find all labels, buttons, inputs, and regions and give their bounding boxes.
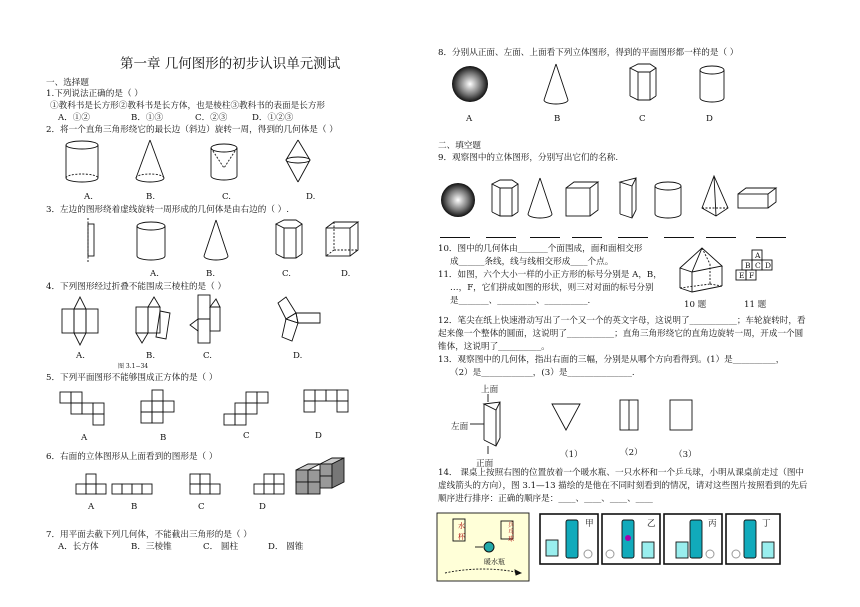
question-11-line1: 11．如图，六个大小一样的小正方形的标号分别是 A，B， [438, 270, 662, 280]
q13-top-label: 上面 [481, 385, 499, 395]
q3-label-b: B. [206, 269, 216, 279]
q3-label-a: A. [150, 269, 159, 279]
q4-label-c: C. [203, 351, 213, 361]
cube-net-d-figure [304, 390, 348, 412]
q13-view-label-1: （1） [560, 450, 583, 460]
q1-option-a: A．①② [58, 113, 90, 123]
q5-label-b: B [160, 433, 167, 443]
prism-net-a-figure [62, 297, 98, 345]
hexagonal-prism-figure [492, 180, 518, 216]
view-label-bing: 丙 [708, 519, 717, 529]
cone-figure [204, 220, 228, 260]
q6-label-b: B [131, 502, 138, 512]
net-letter-b: B [745, 261, 751, 270]
rectangular-box-figure [738, 188, 776, 208]
question-13-line2: （2）是____________，(3）是_______________. [450, 368, 635, 378]
q3-figures [84, 218, 364, 266]
q6-label-d: D [259, 502, 266, 512]
question-1-statements: ①教科书是长方形②教科书是长方体，也是棱柱③教科书的表面是长方形 [50, 101, 326, 111]
net-letter-a: A [755, 251, 761, 260]
question-11-line3: 是_______、_________、__________. [450, 296, 591, 306]
sphere-figure [441, 183, 475, 217]
page-title: 第一章 几何图形的初步认识单元测试 [120, 56, 341, 72]
q13-front-label: 正面 [476, 459, 494, 469]
question-9: 9．观察图中的立体图形，分别写出它们的名称. [438, 153, 619, 163]
cube-net-a-figure [60, 392, 104, 425]
rectangle-with-axis-figure [88, 218, 94, 262]
q3-label-d: D. [341, 269, 351, 279]
q8-label-a: A [466, 114, 473, 124]
top-view-b-figure [112, 484, 152, 494]
question-10-line1: 10．图中的几何体由_______个面围成，面和面相交形 [438, 244, 643, 254]
cylinder-figure [700, 66, 724, 102]
q14-views [540, 514, 780, 566]
view-ding [726, 514, 780, 564]
q1-option-c: C．②③ [195, 113, 228, 123]
desk-label-ball-3: 球 [508, 536, 515, 543]
cylinder-with-cone-figure [211, 144, 237, 180]
pyramid-figure [702, 176, 728, 216]
view-label-jia: 甲 [585, 519, 594, 529]
desk-label-ball-2: 乓 [508, 529, 515, 536]
stacked-cubes-figure [296, 458, 344, 494]
q10-figure-label: 10 题 [684, 300, 707, 310]
answer-blank[interactable] [618, 236, 648, 238]
desk-label-ball-1: 乒 [508, 522, 515, 529]
q8-figures [440, 62, 740, 110]
answer-blank[interactable] [756, 236, 786, 238]
q2-label-a: A. [84, 192, 93, 202]
q7-option-a: A．长方体 [58, 542, 99, 552]
q13-view-label-3: （3） [674, 450, 697, 460]
section-heading-fill: 二、填空题 [438, 141, 481, 151]
q6-label-a: A [88, 502, 95, 512]
question-12-line3: 锥体，这说明了__________。 [438, 342, 550, 352]
question-10-line2: 成______条线，线与线相交形成____个点。 [450, 257, 614, 267]
question-7: 7．用平面去截下列几何体，不能截出三角形的是（ ） [46, 530, 252, 540]
desk-diagram [437, 513, 531, 583]
cone-figure [544, 64, 568, 104]
answer-blank[interactable] [486, 236, 516, 238]
q8-label-c: C [639, 114, 646, 124]
desk-label-thermos: 暖水瓶 [484, 558, 505, 566]
cylinder-figure [137, 222, 165, 260]
q11-figure-label: 11 题 [744, 300, 767, 310]
question-3: 3．左边的图形绕着虚线旋转一周形成的几何体是由右边的（ ）. [46, 205, 289, 215]
q7-option-b: B．三棱锥 [131, 542, 172, 552]
double-cone-figure [286, 140, 310, 182]
question-2: 2．将一个直角三角形绕它的最长边（斜边）旋转一周，得到的几何体是（ ） [46, 125, 338, 135]
section-heading-choice: 一、选择题 [46, 78, 89, 88]
cube-figure [566, 182, 598, 216]
view-label-ding: 丁 [762, 519, 771, 529]
q5-label-a: A [81, 433, 88, 443]
desk-label-cup-2: 杯 [458, 533, 465, 541]
q4-label-a: A. [76, 351, 85, 361]
q8-label-d: D [706, 114, 713, 124]
prism-net-c-figure [190, 295, 220, 343]
cone-figure [136, 140, 164, 182]
q8-label-b: B [554, 114, 561, 124]
q2-figures [60, 138, 320, 190]
q7-option-d: D． 圆锥 [268, 542, 304, 552]
question-13-line1: 13．观察图中的几何体，指出右面的三幅，分别是从哪个方向看得到。(1）是__________， [438, 355, 785, 365]
top-view-d-figure [254, 474, 284, 494]
view-1-triangle-figure [552, 404, 580, 430]
triangular-prism-figure [620, 178, 636, 218]
top-view-a-figure [76, 474, 106, 494]
q5-figures [60, 388, 360, 432]
question-14-line2: 虚线箭头的方向），图 3.1—13 描绘的是他在不同时刻看到的情况，请对这些图片按照看到的先后 [438, 481, 808, 491]
hexagonal-prism-figure [276, 220, 302, 258]
question-8: 8．分别从正面、左面、上面看下列立体图形，得到的平面图形都一样的是（ ） [438, 48, 739, 58]
q4-label-d: D. [293, 351, 303, 361]
view-label-yi: 乙 [647, 519, 656, 529]
q1-option-d: D．①②③ [252, 113, 294, 123]
net-letter-d: D [765, 261, 772, 270]
q13-view-label-2: （2） [620, 448, 643, 458]
prism-net-d-figure [278, 297, 320, 341]
answer-blank[interactable] [530, 236, 560, 238]
q4-figures [60, 293, 330, 349]
answer-blank[interactable] [664, 236, 694, 238]
q6-label-c: C [198, 502, 205, 512]
cylinder-figure [66, 141, 98, 182]
answer-blank[interactable] [572, 236, 602, 238]
cone-figure [528, 178, 552, 218]
top-view-c-figure [190, 474, 220, 494]
net-letter-f: F [749, 271, 755, 280]
q5-label-c: C [243, 431, 250, 441]
question-12-line2: 起来像一个整体的圆面，这说明了___________；直角三角形绕它的直角边旋转一周，开成一个圆 [438, 329, 804, 339]
question-12-line1: 12．笔尖在纸上快速滑动写出了一个又一个的英文字母，这说明了___________；车轮旋转时，看 [438, 316, 806, 326]
q6-figures [76, 456, 356, 506]
answer-blank[interactable] [440, 236, 470, 238]
q10-house-figure [672, 244, 732, 296]
view-2-split-rectangle-figure [620, 400, 638, 430]
hexagonal-prism-figure [630, 64, 656, 100]
q13-left-label: 左面 [451, 422, 469, 432]
question-11-line2: …，F，它们拼成如图的形状，则三对对面的标号分别 [450, 283, 654, 293]
cube-net-c-figure [224, 392, 268, 425]
q9-figures [436, 174, 806, 224]
question-1: 1.下列说法正确的是（ ） [46, 89, 143, 99]
q7-option-c: C． 圆柱 [203, 542, 239, 552]
triangular-prism-figure [470, 394, 500, 454]
prism-net-b-figure [136, 297, 170, 343]
q4-label-b: B. [146, 351, 156, 361]
sphere-figure [452, 66, 488, 102]
cube-figure [326, 222, 358, 256]
q4-figure-caption: 图 3.1−34 [118, 363, 149, 370]
q5-label-d: D [315, 431, 322, 441]
question-14-line3: 顺序进行排序：正确的顺序是：____、____、____、____ [438, 494, 653, 504]
net-letter-c: C [755, 261, 761, 270]
question-14-line1: 14． 课桌上按照右图的位置放着一个暖水瓶、一只水杯和一个乒乓球，小明从课桌前走过（图中 [438, 468, 805, 478]
q2-label-c: C. [222, 192, 232, 202]
q2-label-d: D. [306, 192, 316, 202]
question-6: 6．右面的立体图形从上面看到的图形是（ ） [46, 452, 218, 462]
q2-label-b: B. [146, 192, 156, 202]
q1-option-b: B．①③ [131, 113, 164, 123]
cube-net-b-figure [141, 390, 174, 423]
net-letter-e: E [739, 271, 745, 280]
view-3-rectangle-figure [670, 400, 692, 430]
question-4: 4．下列图形经过折叠不能围成三棱柱的是（ ） [46, 282, 227, 292]
question-5: 5．下列平面图形不能够围成正方体的是（ ） [46, 373, 218, 383]
cylinder-figure [655, 182, 681, 218]
answer-blank[interactable] [706, 236, 736, 238]
desk-label-cup-1: 水 [458, 522, 465, 530]
q3-label-c: C. [282, 269, 292, 279]
